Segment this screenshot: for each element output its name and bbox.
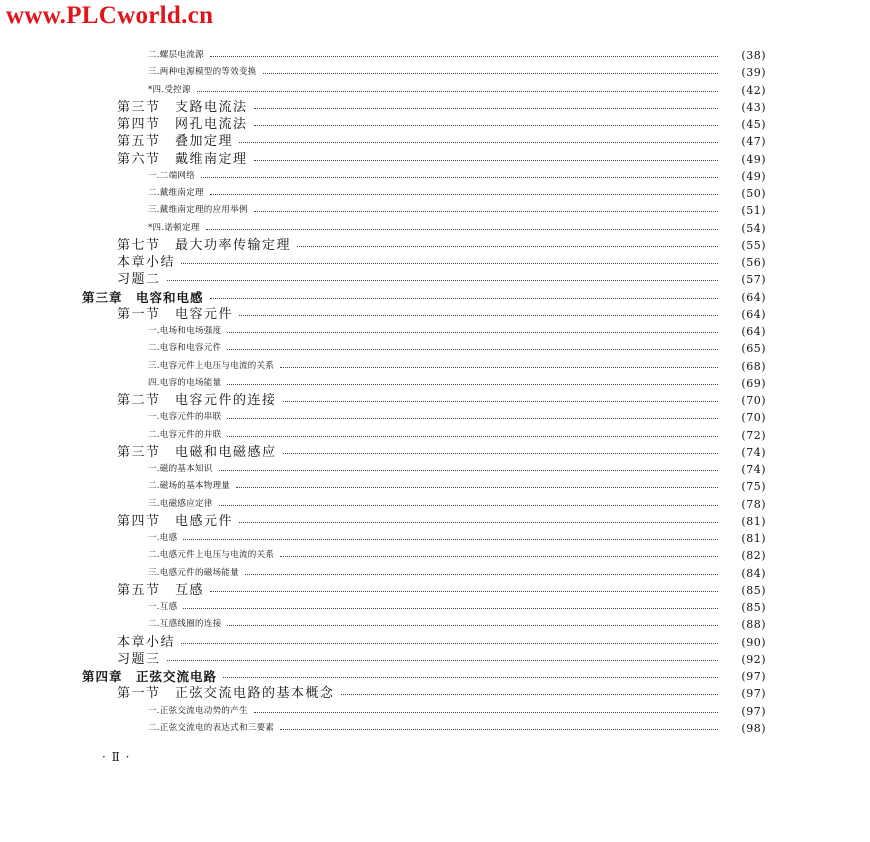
toc-entry-title: 第四章 正弦交流电路 bbox=[82, 669, 218, 684]
toc-entry-page: (69) bbox=[741, 376, 766, 390]
toc-entry-page: (49) bbox=[741, 152, 766, 166]
toc-entry-page: (64) bbox=[741, 307, 766, 321]
toc-entry-title: 第四节 电感元件 bbox=[117, 513, 234, 529]
toc-entry-page: (38) bbox=[741, 49, 766, 62]
dot-leader bbox=[210, 56, 718, 57]
dot-leader bbox=[297, 246, 718, 247]
toc-entry-title: 一.电容元件的串联 bbox=[148, 412, 222, 423]
toc-entry-page: (68) bbox=[741, 359, 766, 373]
toc-entry-page: (55) bbox=[741, 238, 766, 252]
watermark: www.PLCworld.cn bbox=[6, 2, 214, 29]
dot-leader bbox=[210, 591, 718, 592]
dot-leader bbox=[280, 729, 718, 730]
page-number: · Ⅱ · bbox=[102, 750, 131, 764]
toc-entry-title: 习题二 bbox=[117, 272, 161, 288]
dot-leader bbox=[254, 108, 718, 109]
toc-entry-page: (81) bbox=[741, 532, 766, 545]
toc-section bbox=[0, 392, 870, 409]
toc-entry-title: 第六节 戴维南定理 bbox=[117, 151, 248, 167]
dot-leader bbox=[201, 177, 718, 178]
toc-subsection bbox=[0, 616, 870, 633]
toc-entry-page: (42) bbox=[741, 83, 766, 97]
dot-leader bbox=[227, 436, 718, 437]
dot-leader bbox=[254, 160, 718, 161]
toc-entry-page: (45) bbox=[741, 118, 766, 131]
toc-subsection bbox=[0, 720, 870, 737]
dot-leader bbox=[254, 211, 718, 212]
toc-entry-title: 二.电容和电容元件 bbox=[148, 343, 222, 354]
toc-entry-title: 三.电感元件的磁场能量 bbox=[148, 567, 240, 578]
toc-entry-title: 三.电容元件上电压与电流的关系 bbox=[148, 360, 275, 371]
toc-subsection bbox=[0, 565, 870, 582]
toc-subsection bbox=[0, 47, 870, 64]
toc-entry-title: 一.互感 bbox=[148, 602, 178, 612]
dot-leader bbox=[227, 384, 718, 385]
dot-leader bbox=[283, 453, 718, 454]
toc-subsection bbox=[0, 409, 870, 426]
toc-entry-title: 第一节 正弦交流电路的基本概念 bbox=[117, 686, 335, 702]
toc-entry-page: (92) bbox=[741, 652, 766, 666]
toc-entry-page: (56) bbox=[741, 256, 766, 269]
table-of-contents bbox=[0, 47, 870, 737]
toc-entry-title: 二.电容元件的并联 bbox=[148, 429, 222, 440]
toc-entry-title: 二.互感线圈的连接 bbox=[148, 619, 222, 630]
toc-entry-title: 第七节 最大功率传输定理 bbox=[117, 237, 292, 253]
toc-entry-title: *四.诺顿定理 bbox=[148, 222, 200, 233]
toc-section bbox=[0, 651, 870, 668]
toc-subsection bbox=[0, 185, 870, 202]
toc-section bbox=[0, 513, 870, 530]
dot-leader bbox=[167, 660, 718, 661]
toc-section bbox=[0, 444, 870, 461]
toc-section bbox=[0, 271, 870, 288]
toc-subsection bbox=[0, 340, 870, 357]
toc-entry-page: (82) bbox=[741, 549, 766, 563]
toc-entry-title: 第一节 电容元件 bbox=[117, 306, 234, 322]
toc-entry-title: 二.磁场的基本物理量 bbox=[148, 481, 231, 492]
toc-subsection bbox=[0, 599, 870, 616]
toc-entry-page: (75) bbox=[741, 480, 766, 494]
dot-leader bbox=[227, 332, 718, 333]
toc-entry-page: (74) bbox=[741, 445, 766, 459]
toc-entry-title: 四.电容的电场能量 bbox=[148, 377, 222, 388]
toc-entry-page: (85) bbox=[741, 583, 766, 597]
dot-leader bbox=[239, 315, 718, 316]
toc-subsection bbox=[0, 358, 870, 375]
dot-leader bbox=[227, 418, 718, 419]
dot-leader bbox=[210, 298, 718, 299]
toc-entry-page: (88) bbox=[741, 618, 766, 632]
dot-leader bbox=[206, 229, 718, 230]
dot-leader bbox=[181, 643, 718, 644]
dot-leader bbox=[223, 677, 718, 678]
dot-leader bbox=[181, 263, 718, 264]
toc-entry-title: *四.受控源 bbox=[148, 84, 191, 95]
dot-leader bbox=[183, 539, 718, 540]
toc-entry-page: (57) bbox=[741, 273, 766, 287]
dot-leader bbox=[280, 367, 718, 368]
dot-leader bbox=[341, 694, 718, 695]
toc-subsection bbox=[0, 375, 870, 392]
dot-leader bbox=[254, 712, 718, 713]
toc-entry-title: 一.二端网络 bbox=[148, 170, 196, 181]
dot-leader bbox=[183, 608, 718, 609]
toc-section bbox=[0, 634, 870, 651]
toc-section bbox=[0, 685, 870, 702]
toc-subsection bbox=[0, 202, 870, 219]
toc-section bbox=[0, 116, 870, 133]
toc-section bbox=[0, 99, 870, 116]
toc-entry-title: 二.电感元件上电压与电流的关系 bbox=[148, 550, 275, 561]
toc-entry-title: 二.戴维南定理 bbox=[148, 188, 204, 198]
toc-subsection bbox=[0, 496, 870, 513]
dot-leader bbox=[283, 401, 718, 402]
dot-leader bbox=[239, 142, 718, 143]
toc-entry-page: (64) bbox=[741, 325, 766, 338]
toc-entry-page: (90) bbox=[741, 635, 766, 649]
toc-section bbox=[0, 254, 870, 271]
toc-entry-title: 一.电场和电场强度 bbox=[148, 326, 222, 336]
toc-entry-page: (72) bbox=[741, 428, 766, 442]
toc-section bbox=[0, 133, 870, 150]
toc-subsection bbox=[0, 427, 870, 444]
toc-chapter bbox=[0, 668, 870, 685]
toc-section bbox=[0, 151, 870, 168]
toc-entry-page: (84) bbox=[741, 566, 766, 580]
toc-subsection bbox=[0, 461, 870, 478]
toc-entry-page: (50) bbox=[741, 187, 766, 200]
toc-entry-page: (85) bbox=[741, 601, 766, 614]
toc-entry-title: 第三节 电磁和电磁感应 bbox=[117, 444, 277, 460]
toc-entry-page: (97) bbox=[741, 687, 766, 701]
toc-entry-page: (47) bbox=[741, 135, 766, 149]
dot-leader bbox=[280, 556, 718, 557]
toc-entry-title: 三.两种电源模型的等效变换 bbox=[148, 67, 257, 78]
toc-entry-page: (65) bbox=[741, 342, 766, 356]
toc-subsection bbox=[0, 703, 870, 720]
toc-entry-page: (98) bbox=[741, 721, 766, 735]
toc-entry-title: 第三章 电容和电感 bbox=[82, 289, 204, 305]
toc-entry-title: 习题三 bbox=[117, 651, 161, 667]
toc-chapter bbox=[0, 289, 870, 306]
toc-entry-title: 第二节 电容元件的连接 bbox=[117, 393, 277, 408]
toc-section bbox=[0, 306, 870, 323]
toc-subsection bbox=[0, 220, 870, 237]
toc-entry-page: (97) bbox=[741, 704, 766, 718]
toc-entry-page: (64) bbox=[741, 290, 766, 304]
toc-subsection bbox=[0, 82, 870, 99]
toc-entry-title: 第三节 支路电流法 bbox=[117, 99, 248, 115]
toc-entry-title: 本章小结 bbox=[117, 255, 176, 270]
toc-entry-title: 第五节 叠加定理 bbox=[117, 134, 234, 150]
toc-entry-title: 一.电感 bbox=[148, 533, 178, 543]
dot-leader bbox=[245, 574, 718, 575]
dot-leader bbox=[239, 522, 718, 523]
dot-leader bbox=[197, 91, 718, 92]
dot-leader bbox=[236, 487, 718, 488]
toc-entry-page: (70) bbox=[741, 411, 766, 425]
toc-entry-page: (97) bbox=[741, 670, 766, 683]
toc-entry-page: (78) bbox=[741, 497, 766, 511]
toc-entry-title: 第四节 网孔电流法 bbox=[117, 117, 248, 132]
toc-subsection bbox=[0, 530, 870, 547]
toc-section bbox=[0, 582, 870, 599]
toc-entry-title: 一.正弦交流电动势的产生 bbox=[148, 705, 248, 716]
toc-entry-title: 三.戴维南定理的应用举例 bbox=[148, 205, 248, 216]
dot-leader bbox=[167, 280, 718, 281]
toc-section bbox=[0, 237, 870, 254]
toc-subsection bbox=[0, 168, 870, 185]
toc-entry-page: (81) bbox=[741, 514, 766, 528]
toc-subsection bbox=[0, 478, 870, 495]
dot-leader bbox=[227, 349, 718, 350]
dot-leader bbox=[219, 505, 718, 506]
toc-entry-page: (43) bbox=[741, 100, 766, 114]
toc-subsection bbox=[0, 547, 870, 564]
toc-entry-page: (74) bbox=[741, 463, 766, 476]
toc-subsection bbox=[0, 64, 870, 81]
toc-entry-title: 二.正弦交流电的表达式和三要素 bbox=[148, 722, 275, 733]
toc-entry-page: (49) bbox=[741, 169, 766, 183]
toc-entry-page: (51) bbox=[741, 204, 766, 218]
dot-leader bbox=[219, 470, 718, 471]
dot-leader bbox=[263, 73, 718, 74]
toc-entry-title: 第五节 互感 bbox=[117, 582, 205, 598]
toc-entry-page: (54) bbox=[741, 221, 766, 235]
toc-entry-page: (70) bbox=[741, 394, 766, 407]
toc-entry-page: (39) bbox=[741, 66, 766, 80]
dot-leader bbox=[254, 125, 718, 126]
toc-entry-title: 二.螺层电流源 bbox=[148, 50, 204, 60]
dot-leader bbox=[210, 194, 718, 195]
toc-entry-title: 三.电磁感应定律 bbox=[148, 498, 213, 509]
toc-subsection bbox=[0, 323, 870, 340]
toc-entry-title: 本章小结 bbox=[117, 634, 176, 650]
toc-entry-title: 一.磁的基本知识 bbox=[148, 464, 213, 474]
dot-leader bbox=[227, 625, 718, 626]
